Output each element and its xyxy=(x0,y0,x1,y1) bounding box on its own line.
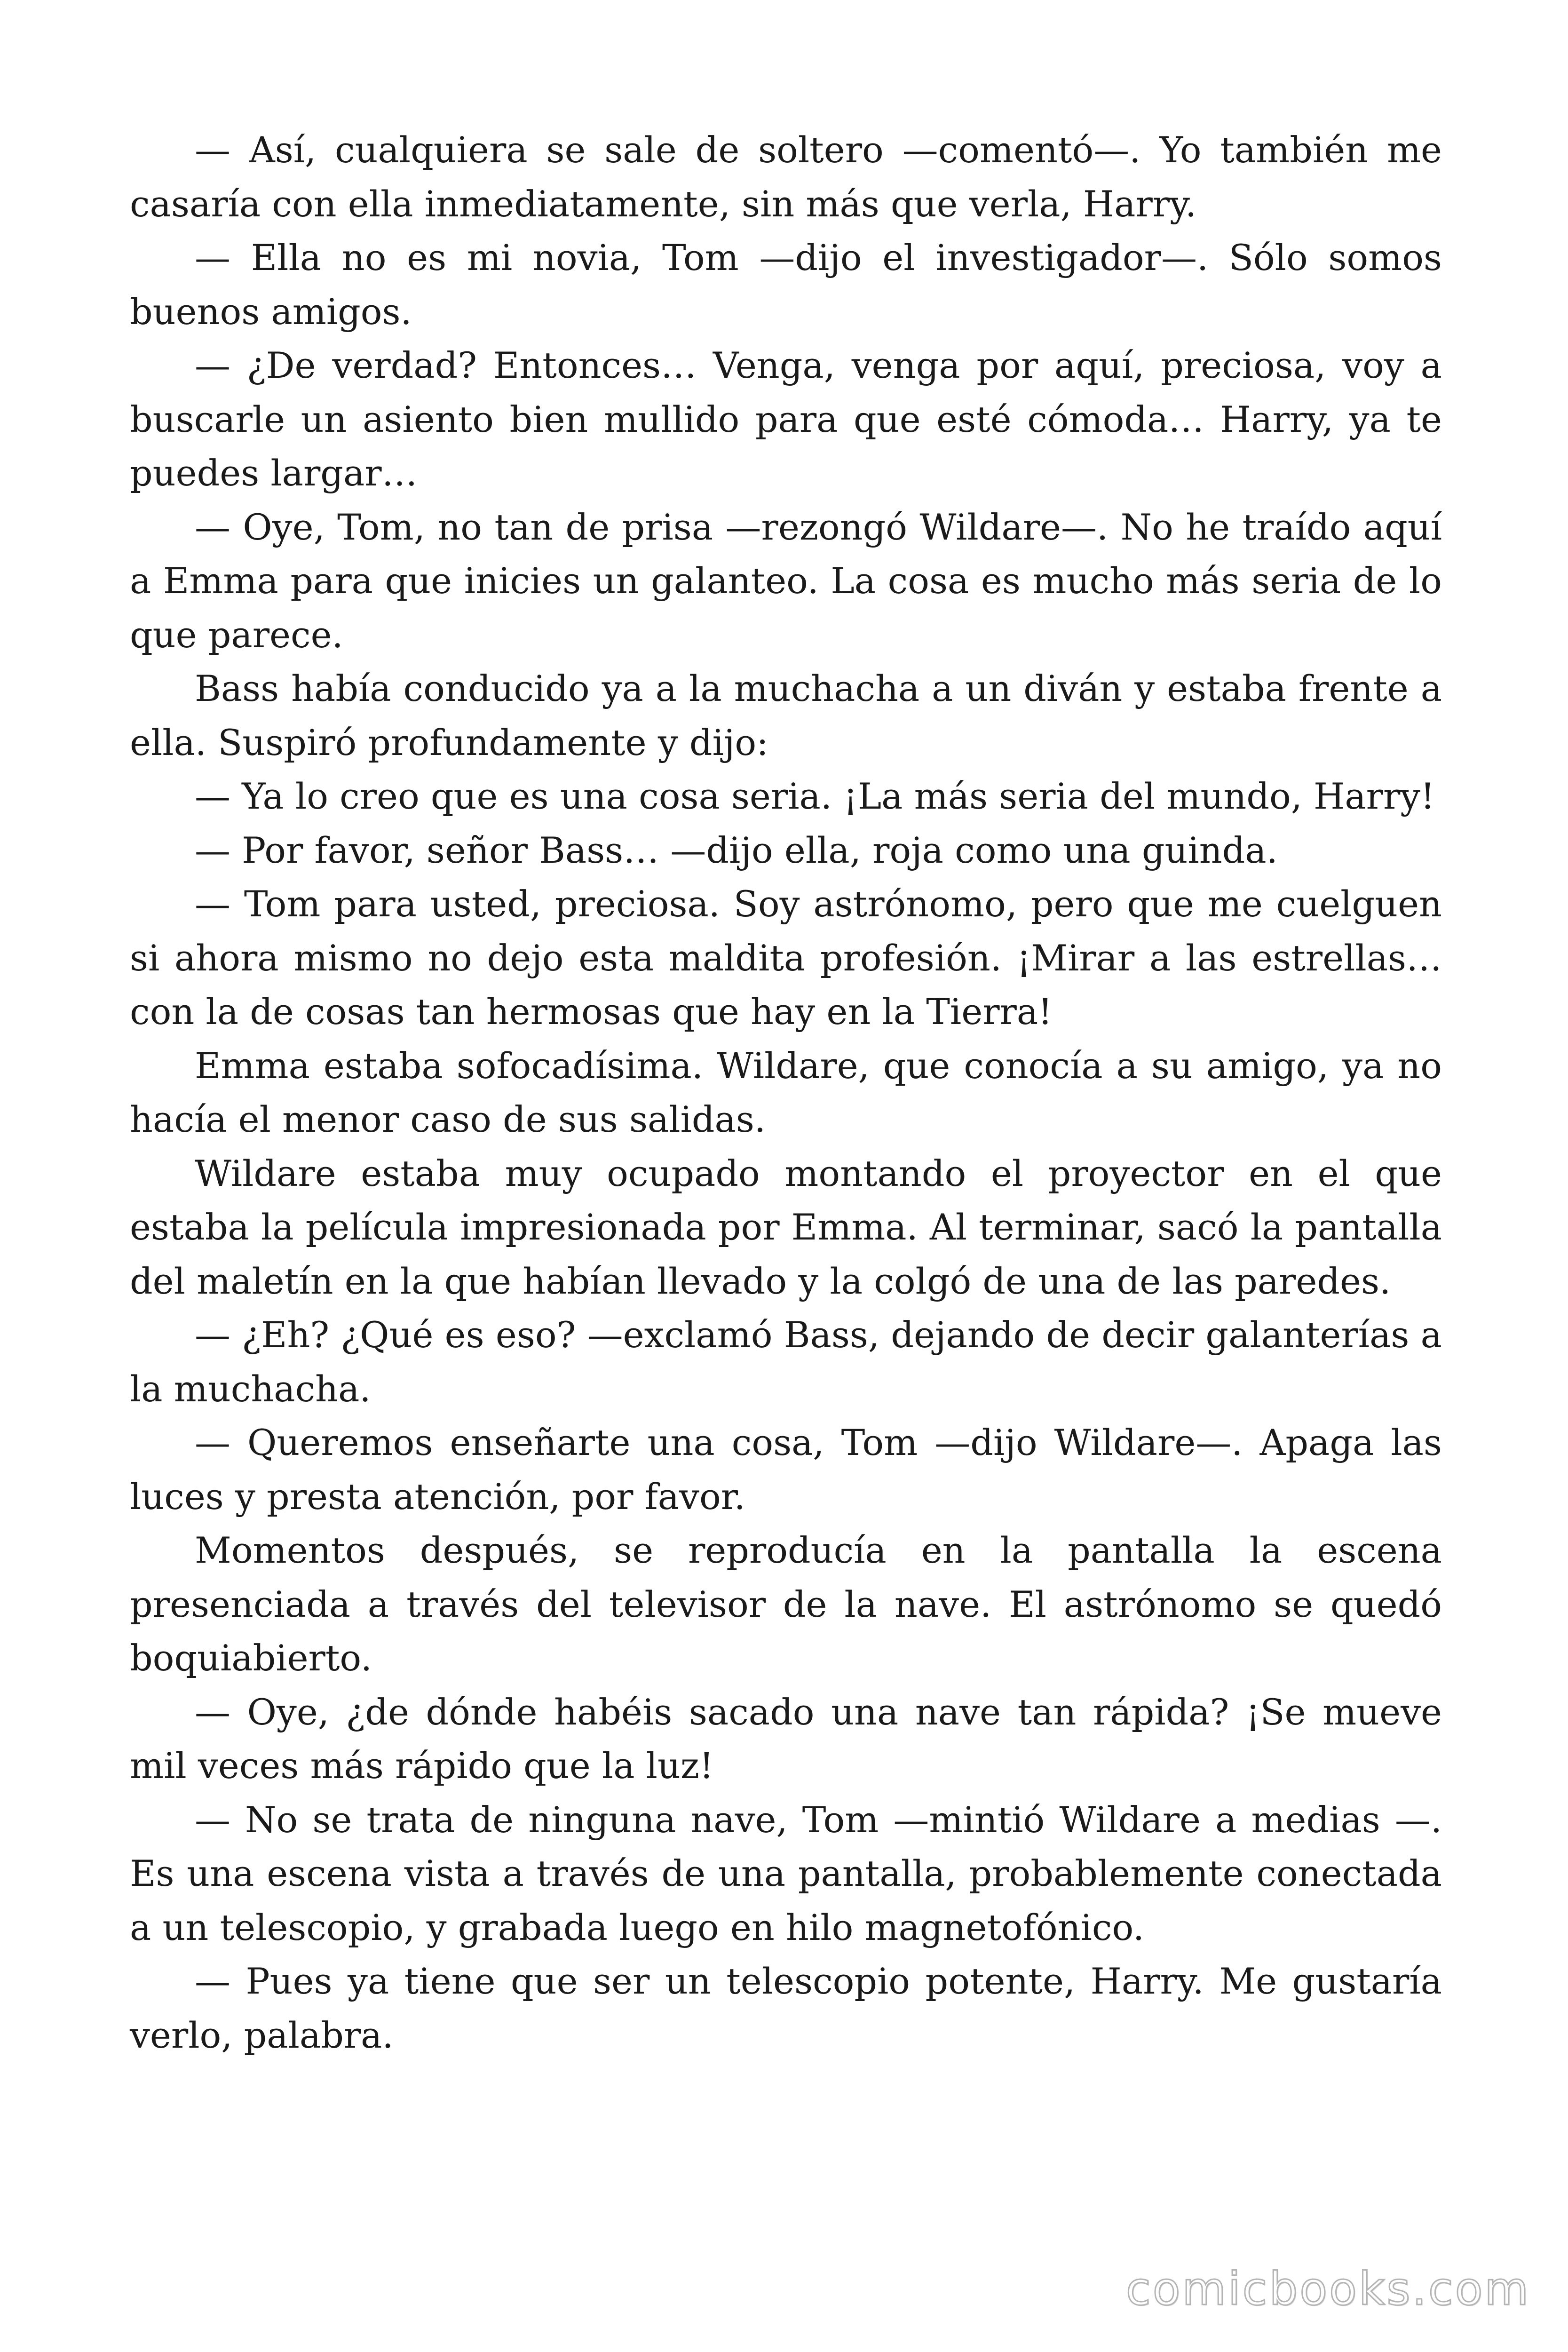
paragraph: Wildare estaba muy ocupado montando el proyector en el que estaba la película impresionada por Emma. Al terminar, sacó la pantalla del maletín en la que habían llevado y la colgó de una de las paredes. xyxy=(130,1152,1442,1302)
paragraph: — ¿De verdad? Entonces… Venga, venga por aquí, preciosa, voy a buscarle un asiento bien mullido para que esté cómoda… Harry, ya te puedes largar… xyxy=(130,344,1442,494)
watermark: comicbooks.com xyxy=(1125,2263,1530,2315)
page-body xyxy=(130,123,1442,2062)
paragraph: Emma estaba sofocadísima. Wildare, que conocía a su amigo, ya no hacía el menor caso de sus salidas. xyxy=(130,1044,1442,1140)
paragraph: — Por favor, señor Bass… —dijo ella, roja como una guinda. xyxy=(195,829,1278,871)
paragraph: Bass había conducido ya a la muchacha a un diván y estaba frente a ella. Suspiró profundamente y dijo: xyxy=(130,667,1442,763)
paragraph: — Ella no es mi novia, Tom —dijo el investigador—. Sólo somos buenos amigos. xyxy=(130,237,1442,333)
paragraph: — Pues ya tiene que ser un telescopio potente, Harry. Me gustaría verlo, palabra. xyxy=(130,1960,1442,2056)
paragraph: — Queremos enseñarte una cosa, Tom —dijo Wildare—. Apaga las luces y presta atención, por favor. xyxy=(130,1422,1442,1518)
paragraph: — Así, cualquiera se sale de soltero —comentó—. Yo también me casaría con ella inmediatamente, sin más que verla, Harry. xyxy=(130,129,1442,225)
paragraph: — Ya lo creo que es una cosa seria. ¡La más seria del mundo, Harry! xyxy=(195,775,1435,817)
paragraph: — ¿Eh? ¿Qué es eso? —exclamó Bass, dejando de decir galanterías a la muchacha. xyxy=(130,1314,1442,1410)
paragraph: — Oye, Tom, no tan de prisa —rezongó Wildare—. No he traído aquí a Emma para que inicies un galanteo. La cosa es mucho más seria de lo que parece. xyxy=(130,506,1442,656)
paragraph: — Oye, ¿de dónde habéis sacado una nave tan rápida? ¡Se mueve mil veces más rápido que la luz! xyxy=(130,1691,1442,1787)
paragraph: — Tom para usted, preciosa. Soy astrónomo, pero que me cuelguen si ahora mismo no dejo esta maldita profesión. ¡Mirar a las estrellas… con la de cosas tan hermosas que hay en la Tierra! xyxy=(130,883,1442,1033)
paragraph: — No se trata de ninguna nave, Tom —mintió Wildare a medias —. Es una escena vista a través de una pantalla, probablemente conectada a un telescopio, y grabada luego en hilo magnetofónico. xyxy=(130,1798,1442,1948)
paragraph: Momentos después, se reproducía en la pantalla la escena presenciada a través del televisor de la nave. El astrónomo se quedó boquiabierto. xyxy=(130,1529,1442,1679)
